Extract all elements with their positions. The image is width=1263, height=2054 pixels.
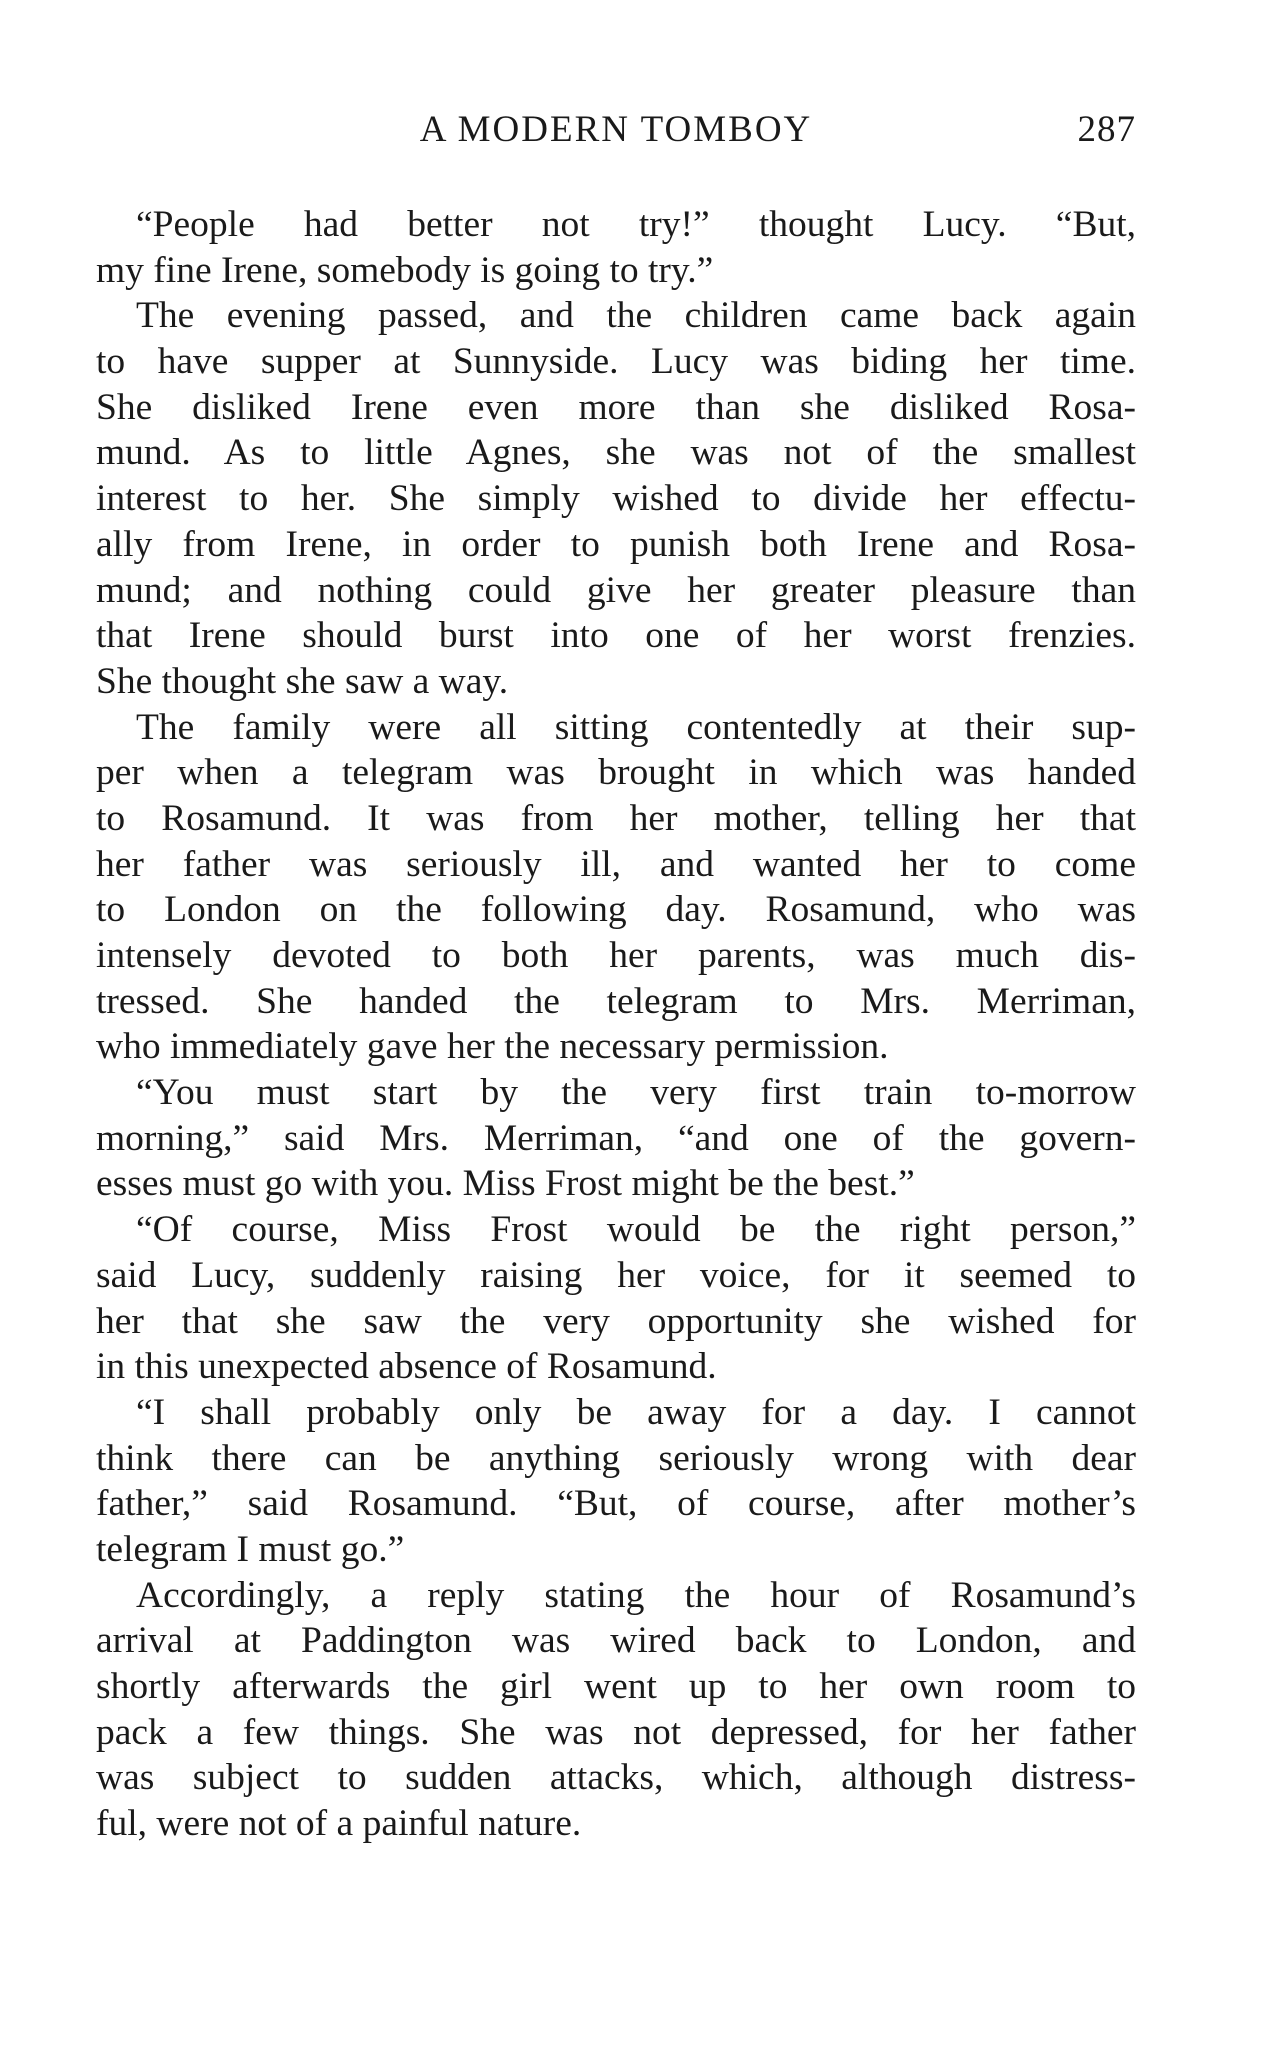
text-line: She disliked Irene even more than she disliked Rosa- [96,386,1136,428]
text-line: to have supper at Sunnyside. Lucy was biding her time. [96,341,1136,383]
text-line: said Lucy, suddenly raising her voice, for it seemed to [96,1254,1136,1296]
text-line: to Rosamund. It was from her mother, telling her that [96,797,1136,839]
text-line: mund. As to little Agnes, she was not of the smallest [96,432,1136,474]
text-line: her father was seriously ill, and wanted her to come [96,843,1136,885]
text-line: think there can be anything seriously wrong with dear [96,1437,1136,1479]
text-line: to London on the following day. Rosamund, who was [96,889,1136,931]
text-line: “People had better not try!” thought Lucy. “But, [136,204,1136,245]
text-line: “Of course, Miss Frost would be the right person,” [136,1209,1136,1251]
text-line: “You must start by the very first train to-morrow [136,1072,1136,1114]
text-line: “I shall probably only be away for a day. I cannot [136,1391,1136,1433]
text-line: pack a few things. She was not depressed, for her father [96,1711,1136,1753]
text-line: telegram I must go.” [96,1528,405,1570]
text-line: morning,” said Mrs. Merriman, “and one of the govern- [96,1117,1136,1159]
text-line: tressed. She handed the telegram to Mrs. Merriman, [96,980,1136,1022]
text-line: Accordingly, a reply stating the hour of Rosamund’s [136,1574,1136,1616]
text-line: was subject to sudden attacks, which, although distress- [96,1757,1136,1799]
text-line: father,” said Rosamund. “But, of course, after mother’s [96,1483,1136,1525]
text-line: ally from Irene, in order to punish both Irene and Rosa- [96,523,1136,565]
text-line: The evening passed, and the children came back again [136,295,1136,337]
text-line: that Irene should burst into one of her worst frenzies. [96,615,1136,657]
text-line: in this unexpected absence of Rosamund. [96,1346,717,1388]
text-line: mund; and nothing could give her greater pleasure than [96,569,1136,611]
text-line: intensely devoted to both her parents, was much dis- [96,935,1136,976]
running-head [96,108,1136,158]
text-line: my fine Irene, somebody is going to try.” [96,249,714,291]
page-number: 287 [1077,109,1136,150]
running-title: A MODERN TOMBOY [419,109,813,150]
text-line: interest to her. She simply wished to divide her effectu- [96,478,1136,520]
text-line: arrival at Paddington was wired back to London, and [96,1620,1136,1662]
text-line: her that she saw the very opportunity she wished for [96,1300,1136,1342]
text-line: who immediately gave her the necessary permission. [96,1026,889,1068]
text-line: ful, were not of a painful nature. [96,1803,582,1845]
text-line: The family were all sitting contentedly at their sup- [136,706,1136,748]
text-line: per when a telegram was brought in which was handed [96,752,1136,794]
text-line: esses must go with you. Miss Frost might be the best.” [96,1163,915,1205]
text-line: shortly afterwards the girl went up to her own room to [96,1666,1136,1707]
body-text [96,202,1136,1847]
text-line: She thought she saw a way. [96,660,509,702]
